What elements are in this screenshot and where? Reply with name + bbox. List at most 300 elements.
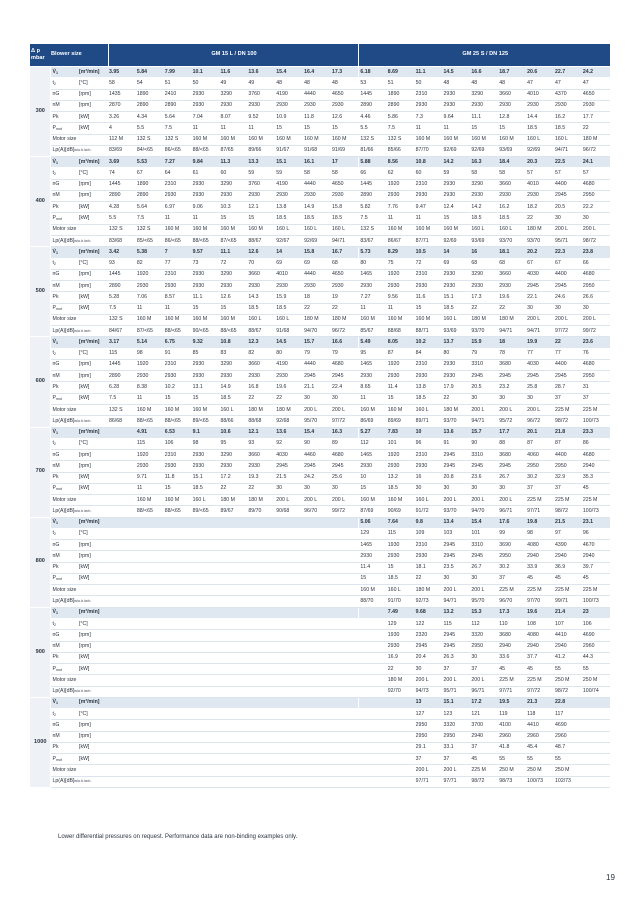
data-cell: 160 M <box>387 495 415 506</box>
data-cell: 2930 <box>443 190 471 201</box>
data-cell: 15.1 <box>275 157 303 168</box>
data-cell <box>192 562 220 573</box>
data-cell: 11.8 <box>164 472 192 483</box>
data-cell: 59 <box>275 168 303 179</box>
data-cell: 2890 <box>136 190 164 201</box>
data-cell: 160 L <box>526 134 554 145</box>
data-cell: 22.7 <box>554 67 582 78</box>
row-unit: [m³/min] <box>78 247 108 258</box>
row-label: Lp(A)[dB]w/o.h./w.h. <box>50 776 78 787</box>
data-cell: 4400 <box>554 359 582 370</box>
data-cell: 2945 <box>415 641 443 652</box>
data-cell: 28.7 <box>554 382 582 393</box>
data-cell <box>303 776 331 787</box>
data-cell: 85 <box>192 348 220 359</box>
data-cell <box>303 562 331 573</box>
data-cell: 96/70 <box>303 506 331 517</box>
row-label: Motor size <box>50 585 78 596</box>
data-cell: 96/72 <box>582 145 610 156</box>
data-cell: 83/68 <box>108 235 136 246</box>
row-label: Pk <box>50 382 78 393</box>
data-cell: 95/70 <box>303 416 331 427</box>
data-cell: 3680 <box>498 359 526 370</box>
performance-table <box>30 44 610 788</box>
data-cell <box>275 652 303 663</box>
data-cell: 15.8 <box>303 247 331 258</box>
data-cell: 6.18 <box>359 67 387 78</box>
data-cell: 2950 <box>498 551 526 562</box>
data-cell <box>136 562 164 573</box>
data-cell: 5.5 <box>136 123 164 134</box>
data-cell: 14.2 <box>443 157 471 168</box>
data-cell: 200 L <box>554 314 582 325</box>
data-cell: 15.4 <box>470 517 498 528</box>
data-cell: 3660 <box>498 269 526 280</box>
data-cell: 55 <box>498 754 526 765</box>
data-cell: 7.5 <box>387 123 415 134</box>
data-cell <box>247 573 275 584</box>
data-cell: 45 <box>498 664 526 675</box>
data-cell: 2950 <box>443 731 471 742</box>
row-unit: [rpm] <box>78 450 108 461</box>
data-cell: 21.8 <box>554 427 582 438</box>
data-cell: 11 <box>192 213 220 224</box>
data-cell: 2950 <box>554 461 582 472</box>
data-cell: 57 <box>554 168 582 179</box>
data-cell: 180 M <box>275 404 303 415</box>
data-cell: 20.5 <box>554 202 582 213</box>
data-cell: 93/70 <box>498 235 526 246</box>
data-cell <box>303 720 331 731</box>
data-cell: 7.76 <box>387 202 415 213</box>
data-cell <box>108 664 136 675</box>
data-cell <box>275 607 303 618</box>
data-cell <box>136 528 164 539</box>
data-cell: 115 <box>108 348 136 359</box>
data-cell: 89/<65 <box>192 416 220 427</box>
data-cell: 98 <box>136 348 164 359</box>
data-cell: 225 M <box>554 495 582 506</box>
table-row <box>30 416 610 427</box>
data-cell: 13.8 <box>415 382 443 393</box>
data-cell <box>303 619 331 630</box>
data-cell: 2945 <box>443 450 471 461</box>
data-cell: 2945 <box>443 540 471 551</box>
data-cell: 3690 <box>498 540 526 551</box>
data-cell: 200 L <box>470 585 498 596</box>
data-cell: 7 <box>164 247 192 258</box>
data-cell <box>275 686 303 697</box>
data-cell: 11.3 <box>220 157 248 168</box>
data-cell: 47 <box>526 78 554 89</box>
data-cell: 87/<65 <box>220 235 248 246</box>
data-cell: 2310 <box>415 89 443 100</box>
data-cell: 225 M <box>498 675 526 686</box>
data-cell: 2890 <box>387 100 415 111</box>
data-cell: 88/<65 <box>220 326 248 337</box>
row-label: Lp(A)[dB]w/o.h./w.h. <box>50 145 78 156</box>
data-cell <box>192 641 220 652</box>
data-cell: 9.47 <box>415 202 443 213</box>
data-cell: 2930 <box>443 100 471 111</box>
data-cell: 4010 <box>526 179 554 190</box>
data-cell <box>136 720 164 731</box>
data-cell: 13.7 <box>443 337 471 348</box>
row-label: Pmot <box>50 213 78 224</box>
data-cell: 2940 <box>554 551 582 562</box>
data-cell: 2930 <box>192 269 220 280</box>
row-unit: [rpm] <box>78 359 108 370</box>
data-cell: 11 <box>164 213 192 224</box>
data-cell: 2945 <box>443 641 471 652</box>
data-cell: 3290 <box>220 269 248 280</box>
data-cell: 3660 <box>247 269 275 280</box>
data-cell <box>275 742 303 753</box>
data-cell: 86/69 <box>359 416 387 427</box>
data-cell: 82 <box>136 258 164 269</box>
data-cell: 9.68 <box>415 607 443 618</box>
row-label: Pmot <box>50 393 78 404</box>
data-cell: 21.3 <box>526 697 554 708</box>
data-cell: 18.5 <box>275 213 303 224</box>
data-cell <box>303 652 331 663</box>
row-unit: [rpm] <box>78 461 108 472</box>
v1-symbol: V̇ <box>52 429 56 436</box>
table-row <box>30 67 610 78</box>
data-cell: 30 <box>554 303 582 314</box>
v1-symbol: V̇ <box>52 609 56 616</box>
data-cell <box>387 709 415 720</box>
data-cell: 88/<65 <box>164 326 192 337</box>
row-label: Pk <box>50 112 78 123</box>
data-cell: 4.28 <box>108 202 136 213</box>
data-cell: 2960 <box>526 731 554 742</box>
v1-symbol: V̇ <box>52 68 56 75</box>
data-cell <box>247 619 275 630</box>
data-cell: 51 <box>387 78 415 89</box>
data-cell <box>108 562 136 573</box>
data-cell: 200 L <box>470 675 498 686</box>
data-cell: 200 L <box>331 404 359 415</box>
data-cell <box>331 720 359 731</box>
data-cell: 200 L <box>415 765 443 776</box>
data-cell: 86/67 <box>387 235 415 246</box>
data-cell: 225 M <box>554 404 582 415</box>
data-cell: 23 <box>582 607 610 618</box>
data-cell: 19.6 <box>498 292 526 303</box>
data-cell: 2930 <box>220 461 248 472</box>
data-cell: 8.07 <box>220 112 248 123</box>
data-cell: 88/70 <box>359 596 387 607</box>
data-cell: 55 <box>554 664 582 675</box>
data-cell: 8.65 <box>359 382 387 393</box>
data-cell: 160 L <box>387 585 415 596</box>
data-cell: 225 M <box>582 585 610 596</box>
data-cell <box>192 776 220 787</box>
data-cell: 10.8 <box>415 157 443 168</box>
data-cell: 13.2 <box>387 472 415 483</box>
data-cell: 132 S <box>387 134 415 145</box>
row-unit: [kW] <box>78 573 108 584</box>
data-cell: 22 <box>582 123 610 134</box>
data-cell <box>247 551 275 562</box>
data-cell <box>331 765 359 776</box>
data-cell: 160 M <box>443 224 471 235</box>
data-cell: 250 M <box>498 765 526 776</box>
data-cell: 1445 <box>108 179 136 190</box>
data-cell: 37 <box>554 483 582 494</box>
data-cell: 18.5 <box>220 393 248 404</box>
data-cell: 200 L <box>554 224 582 235</box>
data-cell: 7.83 <box>387 427 415 438</box>
data-cell: 2930 <box>192 100 220 111</box>
data-cell: 2870 <box>108 100 136 111</box>
data-cell: 132 S <box>136 224 164 235</box>
data-cell: 5.88 <box>359 157 387 168</box>
data-cell: 160 M <box>443 134 471 145</box>
data-cell: 5.38 <box>136 247 164 258</box>
data-cell: 160 M <box>247 224 275 235</box>
data-cell <box>331 619 359 630</box>
data-cell: 10 <box>415 427 443 438</box>
data-cell: 160 M <box>192 134 220 145</box>
data-cell <box>247 596 275 607</box>
data-cell <box>164 664 192 675</box>
data-cell: 37 <box>443 664 471 675</box>
data-cell <box>136 675 164 686</box>
data-cell: 2890 <box>136 100 164 111</box>
data-cell: 60 <box>220 168 248 179</box>
data-cell: 2930 <box>443 359 471 370</box>
data-cell: 2930 <box>303 100 331 111</box>
data-cell <box>108 573 136 584</box>
data-cell: 37 <box>498 573 526 584</box>
table-row <box>30 427 610 438</box>
data-cell: 2320 <box>415 630 443 641</box>
data-cell: 2930 <box>443 179 471 190</box>
data-cell <box>275 528 303 539</box>
row-label: Pk <box>50 292 78 303</box>
data-cell: 18 <box>498 337 526 348</box>
data-cell: 97/71 <box>443 776 471 787</box>
data-cell: 9.84 <box>192 157 220 168</box>
data-cell: 89/<65 <box>192 506 220 517</box>
data-cell: 2310 <box>164 359 192 370</box>
data-cell: 20.2 <box>526 247 554 258</box>
table-row <box>30 112 610 123</box>
data-cell: 92/67 <box>275 235 303 246</box>
row-unit: [rpm] <box>78 630 108 641</box>
data-cell <box>192 630 220 641</box>
group2-header: GM 25 S / DN 125 <box>359 44 610 67</box>
data-cell: 37 <box>470 742 498 753</box>
data-cell: 92/68 <box>275 416 303 427</box>
table-row <box>30 314 610 325</box>
data-cell: 92/73 <box>415 596 443 607</box>
data-cell: 17.2 <box>470 697 498 708</box>
data-cell <box>359 641 387 652</box>
data-cell: 53 <box>359 78 387 89</box>
data-cell: 2930 <box>192 281 220 292</box>
row-unit <box>78 495 108 506</box>
data-cell: 2945 <box>331 461 359 472</box>
data-cell <box>164 765 192 776</box>
data-cell: 97/72 <box>331 416 359 427</box>
data-cell: 69 <box>443 258 471 269</box>
data-cell: 4190 <box>275 179 303 190</box>
data-cell: 11 <box>443 123 471 134</box>
data-cell <box>331 585 359 596</box>
data-cell: 15 <box>220 303 248 314</box>
data-cell: 225 M <box>526 675 554 686</box>
data-cell: 2930 <box>526 100 554 111</box>
data-cell: 3290 <box>470 89 498 100</box>
data-cell <box>582 697 610 708</box>
data-cell: 17.3 <box>498 607 526 618</box>
table-row <box>30 664 610 675</box>
data-cell: 1435 <box>108 89 136 100</box>
data-cell: 2950 <box>415 720 443 731</box>
data-cell <box>164 675 192 686</box>
data-cell: 4370 <box>554 89 582 100</box>
data-cell <box>331 776 359 787</box>
data-cell: 160 M <box>498 134 526 145</box>
page-number: 19 <box>606 873 615 882</box>
data-cell: 13.6 <box>443 427 471 438</box>
data-cell <box>108 551 136 562</box>
data-cell: 11 <box>247 123 275 134</box>
data-cell: 1930 <box>387 540 415 551</box>
data-cell: 2930 <box>247 371 275 382</box>
data-cell: 2930 <box>164 281 192 292</box>
data-cell <box>164 697 192 708</box>
data-cell <box>108 517 136 528</box>
data-cell: 96/72 <box>526 416 554 427</box>
data-cell <box>220 686 248 697</box>
row-label: Pk <box>50 562 78 573</box>
data-cell: 57 <box>526 168 554 179</box>
data-cell: 58 <box>303 168 331 179</box>
data-cell <box>303 630 331 641</box>
data-cell: 93/69 <box>498 145 526 156</box>
data-cell: 160 M <box>192 314 220 325</box>
data-cell: 132 S <box>108 314 136 325</box>
data-cell: 33.9 <box>526 562 554 573</box>
data-cell <box>136 776 164 787</box>
data-cell: 5.14 <box>136 337 164 348</box>
data-cell: 16.3 <box>331 427 359 438</box>
data-cell: 91/69 <box>331 145 359 156</box>
row-label: nM <box>50 190 78 201</box>
data-cell: 35.3 <box>582 472 610 483</box>
data-cell: 4.46 <box>359 112 387 123</box>
data-cell: 22 <box>415 573 443 584</box>
row-label: V̇1 <box>50 247 78 258</box>
data-cell: 4410 <box>554 630 582 641</box>
data-cell: 13.6 <box>247 67 275 78</box>
data-cell: 22.8 <box>554 697 582 708</box>
data-cell: 19 <box>331 292 359 303</box>
data-cell: 30 <box>526 393 554 404</box>
data-cell: 22 <box>331 303 359 314</box>
data-cell: 72 <box>220 258 248 269</box>
data-cell: 180 M <box>582 134 610 145</box>
data-cell: 93/70 <box>443 416 471 427</box>
data-cell: 13.4 <box>443 517 471 528</box>
data-cell: 3.26 <box>108 112 136 123</box>
data-cell: 2930 <box>303 190 331 201</box>
data-cell: 5.64 <box>164 112 192 123</box>
data-cell <box>359 720 387 731</box>
data-cell: 109 <box>415 528 443 539</box>
data-cell: 48 <box>498 78 526 89</box>
data-cell: 59 <box>247 168 275 179</box>
data-cell: 91/68 <box>275 326 303 337</box>
row-label: t2 <box>50 438 78 449</box>
data-cell: 15 <box>192 393 220 404</box>
data-cell <box>108 765 136 776</box>
data-cell <box>359 754 387 765</box>
row-label: Motor size <box>50 314 78 325</box>
data-cell: 83 <box>220 348 248 359</box>
data-cell <box>220 517 248 528</box>
table-row <box>30 742 610 753</box>
row-unit: [kW] <box>78 483 108 494</box>
row-label: t2 <box>50 709 78 720</box>
data-cell: 200 L <box>443 585 471 596</box>
pressure-cell: 800 <box>30 517 50 607</box>
row-unit: [kW] <box>78 562 108 573</box>
data-cell: 15 <box>498 123 526 134</box>
data-cell: 18.5 <box>275 303 303 314</box>
table-row <box>30 765 610 776</box>
data-cell: 225 M <box>582 495 610 506</box>
data-cell: 4190 <box>275 89 303 100</box>
data-cell <box>359 776 387 787</box>
row-label: V̇1 <box>50 697 78 708</box>
data-cell: 99/71 <box>554 596 582 607</box>
data-cell <box>247 731 275 742</box>
row-unit: [m³/min] <box>78 607 108 618</box>
data-cell: 15.1 <box>443 292 471 303</box>
data-cell: 2930 <box>303 281 331 292</box>
data-cell: 18.5 <box>331 213 359 224</box>
data-cell: 160 L <box>498 224 526 235</box>
data-cell: 32.9 <box>554 472 582 483</box>
data-cell <box>164 596 192 607</box>
data-cell <box>136 731 164 742</box>
table-row <box>30 517 610 528</box>
row-label: Pmot <box>50 573 78 584</box>
data-cell: 14.9 <box>303 202 331 213</box>
data-cell: 79 <box>331 348 359 359</box>
data-cell: 4650 <box>582 89 610 100</box>
row-label: nG <box>50 720 78 731</box>
data-cell: 21.1 <box>303 382 331 393</box>
data-cell: 2950 <box>582 371 610 382</box>
row-unit: [°C] <box>78 438 108 449</box>
data-cell: 2890 <box>108 281 136 292</box>
table-row <box>30 224 610 235</box>
data-cell: 66 <box>359 168 387 179</box>
data-cell: 17 <box>331 157 359 168</box>
data-cell: 225 M <box>554 585 582 596</box>
row-label: Motor size <box>50 765 78 776</box>
row-label: Pmot <box>50 483 78 494</box>
data-cell <box>331 697 359 708</box>
data-cell: 11.6 <box>220 67 248 78</box>
data-cell: 9.52 <box>247 112 275 123</box>
